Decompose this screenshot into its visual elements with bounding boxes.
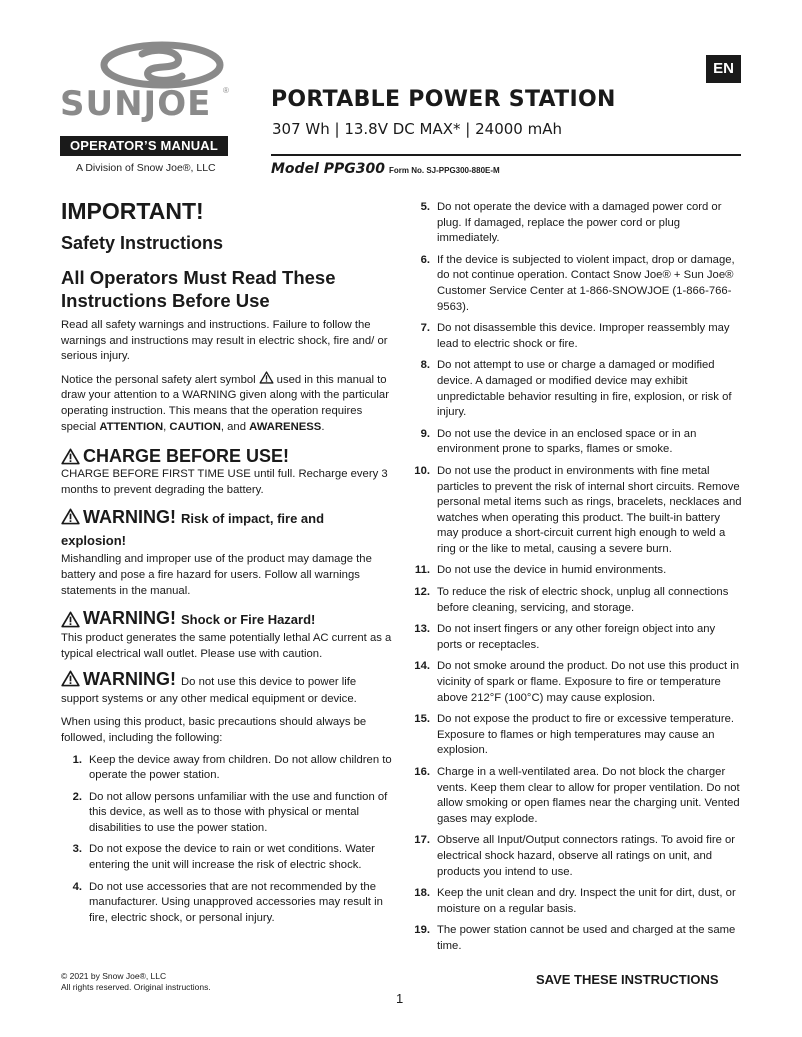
item-number: 8. <box>420 359 430 372</box>
period: . <box>321 420 325 433</box>
warning-medical-label: WARNING! <box>83 669 176 690</box>
item-number: 9. <box>420 427 430 440</box>
warning-shock-label: WARNING! <box>83 608 176 629</box>
left-column <box>61 197 392 926</box>
warning-triangle-icon <box>61 670 80 687</box>
charge-heading-text: CHARGE BEFORE USE! <box>83 446 290 467</box>
warning-impact-subtitle: Risk of impact, fire and explosion! <box>61 511 325 549</box>
awareness-word: AWARENESS <box>249 420 322 433</box>
item-text: Do not allow persons unfamiliar with the use and function of this device, as well as to those with physical or mental disabilities to use the power station. <box>89 790 388 834</box>
item-text: Do not attempt to use or charge a damaged or modified device. A damaged or modified device may exhibit unpredictable behavior resulting in fire, explosion, or risk of injury. <box>437 359 732 419</box>
item-text: Do not use the device in humid environments. <box>437 564 667 577</box>
copyright-line-2: All rights reserved. Original instructions. <box>61 982 211 992</box>
attention-word: ATTENTION <box>99 420 164 433</box>
alert-text-b: used in this manual to draw your attention to a WARNING given along with the particular operating instruction. This means that the operation requires special <box>61 373 389 433</box>
brand-logo-text: SUNJOE <box>60 84 212 124</box>
warning-triangle-icon <box>259 371 274 384</box>
item-text: Do not use the product in environments with fine metal particles to prevent the risk of internal short circuits. Remove personal metal items such as rings, bracelets, necklaces and watches when operating this product. The built-in battery may produce a short-circuit current high enough to weld a ring or the like to metal, causing a severe burn. <box>437 464 742 555</box>
caution-word: CAUTION <box>169 420 221 433</box>
item-number: 19. <box>414 924 430 937</box>
warning-medical-heading <box>61 670 392 707</box>
item-text: Keep the unit clean and dry. Inspect the unit for dirt, dust, or moisture on a regular basis. <box>437 887 736 915</box>
list-item <box>409 427 743 458</box>
list-item <box>409 923 743 954</box>
item-text: Do not expose the device to rain or wet conditions. Water entering the unit will increase the risk of electric shock. <box>89 843 375 872</box>
warning-medical-text: Do not use this device to power life support systems or any other medical equipment or device. <box>61 676 357 706</box>
list-item <box>61 790 392 837</box>
intro-paragraph: Read all safety warnings and instructions. Failure to follow the warnings and instructions may result in electric shock, fire and/ or serious injury. <box>61 319 388 363</box>
alert-paragraph <box>61 371 392 435</box>
item-number: 5. <box>420 201 430 213</box>
item-text: Do not use accessories that are not recommended by the manufacturer. Using unapproved accessories may result in fire, electric shock, or personal injury. <box>89 880 383 924</box>
warning-impact-heading <box>61 506 392 552</box>
charge-heading <box>61 445 392 467</box>
list-item <box>409 321 743 352</box>
model-line <box>271 160 500 178</box>
division-text: A Division of Snow Joe®, LLC <box>76 162 216 174</box>
charge-paragraph: CHARGE BEFORE FIRST TIME USE until full. Recharge every 3 months to prevent degrading the battery. <box>61 468 388 496</box>
right-column <box>409 200 743 955</box>
item-text: Charge in a well-ventilated area. Do not block the charger vents. Keep them clear to allow for proper ventilation. Do not allow smoking or open flames near the charging unit. Vented gases may explode. <box>437 766 740 825</box>
basic-precautions-paragraph: When using this product, basic precautions should always be followed, including the following: <box>61 716 367 744</box>
safety-list-right <box>409 200 743 955</box>
copyright-line-1: © 2021 by Snow Joe®, LLC <box>61 971 167 981</box>
and-word: , and <box>220 420 247 433</box>
item-number: 1. <box>72 753 82 766</box>
item-number: 10. <box>414 464 430 477</box>
item-number: 15. <box>414 713 430 726</box>
warning-shock-paragraph: This product generates the same potentially lethal AC current as a typical electrical wall outlet. Please use with caution. <box>61 632 392 660</box>
save-instructions-text: SAVE THESE INSTRUCTIONS <box>536 972 719 987</box>
item-text: Do not disassemble this device. Improper reassembly may lead to electric shock or fire. <box>437 322 730 350</box>
header-divider <box>271 154 741 156</box>
page-subtitle: 307 Wh | 13.8V DC MAX* | 24000 mAh <box>272 120 562 138</box>
list-item <box>409 886 743 917</box>
list-item <box>409 765 743 827</box>
list-item <box>409 712 743 759</box>
list-item <box>61 842 392 873</box>
item-number: 17. <box>414 834 430 847</box>
list-item <box>409 833 743 880</box>
page-number: 1 <box>396 991 404 1006</box>
alert-text-a: Notice the personal safety alert symbol <box>61 373 256 386</box>
copyright-notice <box>61 971 211 993</box>
item-number: 7. <box>420 322 430 335</box>
item-text: Do not smoke around the product. Do not use this product in vicinity of spark or flame. Exposure to fire or temperature above 212°F (100°C) may cause explosion. <box>437 660 740 704</box>
item-text: Keep the device away from children. Do not allow children to operate the power station. <box>89 753 392 782</box>
warning-impact-label: WARNING! <box>83 507 176 528</box>
list-item <box>409 585 743 616</box>
language-badge: EN <box>706 55 741 83</box>
item-text: Observe all Input/Output connectors ratings. To avoid fire or electrical shock hazard, observe all ratings on unit, and products you intend to use. <box>437 834 736 878</box>
list-item <box>409 659 743 706</box>
important-heading: IMPORTANT! <box>61 198 204 224</box>
sunjoe-logo-icon <box>98 40 226 90</box>
brand-reg-mark: ® <box>223 86 229 95</box>
warning-triangle-icon <box>61 611 80 628</box>
item-text: Do not operate the device with a damaged power cord or plug. If damaged, replace the power cord or plug immediately. <box>437 201 722 245</box>
item-text: Do not use the device in an enclosed space or in an environment prone to sparks, flames or smoke. <box>437 427 697 456</box>
operators-heading: All Operators Must Read These Instructions Before Use <box>61 267 336 311</box>
list-item <box>61 880 392 927</box>
item-number: 11. <box>414 564 430 577</box>
list-item <box>409 622 743 653</box>
warning-triangle-icon <box>61 508 80 525</box>
item-number: 14. <box>414 660 430 673</box>
list-item <box>61 753 392 784</box>
list-item <box>409 253 743 315</box>
item-text: The power station cannot be used and charged at the same time. <box>437 924 736 952</box>
list-item <box>409 563 743 579</box>
item-number: 12. <box>414 586 430 599</box>
item-number: 13. <box>414 623 430 636</box>
warning-impact-paragraph: Mishandling and improper use of the product may damage the battery and pose a fire hazard for users. Follow all warnings statements in the manual. <box>61 553 372 597</box>
item-number: 18. <box>414 887 430 900</box>
item-number: 4. <box>72 880 82 893</box>
form-number: Form No. SJ-PPG300-880E-M <box>388 166 500 175</box>
list-item <box>409 358 743 420</box>
list-item <box>409 200 743 247</box>
warning-triangle-icon <box>61 448 80 465</box>
safety-heading: Safety Instructions <box>61 233 224 253</box>
model-number: Model PPG300 <box>271 161 385 177</box>
item-text: Do not expose the product to fire or excessive temperature. Exposure to flames or high temperatures may cause an explosion. <box>437 713 735 757</box>
item-number: 3. <box>72 843 82 856</box>
item-number: 16. <box>414 766 430 778</box>
page-title: PORTABLE POWER STATION <box>271 87 616 112</box>
item-text: If the device is subjected to violent impact, drop or damage, do not continue operation. Contact Snow Joe® + Sun Joe® Customer Service Center at 1-866-SNOWJOE (1-866-766-9563). <box>437 253 735 313</box>
operators-manual-label: OPERATOR’S MANUAL <box>60 136 228 156</box>
item-number: 6. <box>420 253 430 266</box>
item-text: Do not insert fingers or any other foreign object into any ports or receptacles. <box>437 623 716 651</box>
warning-shock-subtitle: Shock or Fire Hazard! <box>181 612 316 628</box>
list-item <box>409 464 743 558</box>
item-number: 2. <box>72 790 82 803</box>
safety-list-left <box>61 753 392 927</box>
item-text: To reduce the risk of electric shock, unplug all connections before cleaning, servicing, and storage. <box>437 586 729 614</box>
comma-1: , <box>163 420 167 433</box>
warning-shock-heading <box>61 607 392 631</box>
